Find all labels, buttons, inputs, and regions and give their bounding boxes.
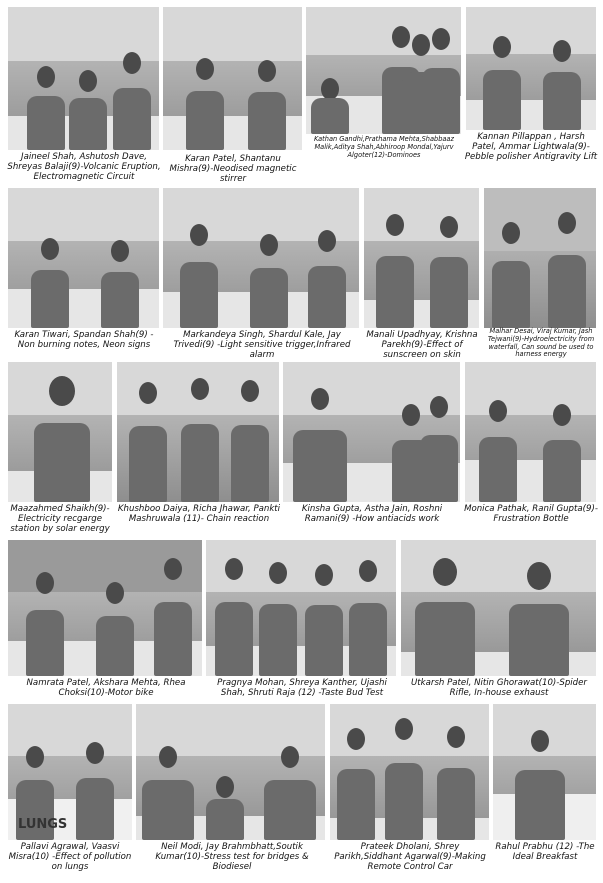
caption-stress-test-bridges: Neil Modi, Jay Brahmbhatt,Soutik Kumar(10)-Stress test for bridges & Biodiesel <box>155 842 309 873</box>
photo-sunscreen <box>364 188 479 328</box>
photo-hydroelectricity <box>484 188 596 328</box>
caption-ideal-breakfast: Rahul Prabhu (12) -The Ideal Breakfast <box>495 842 595 863</box>
photo-pollution-lungs <box>8 704 132 840</box>
photo-motor-bike <box>8 540 202 676</box>
caption-hydroelectricity: Malhar Desai, Viraj Kumar, Jash Tejwani(9)-Hydroelectricity from waterfall, Can sound be used to harness energy <box>487 327 595 359</box>
caption-frustration-bottle: Monica Pathak, Ranil Gupta(9)-Frustration Bottle <box>464 504 598 525</box>
photo-frustration-bottle <box>465 362 596 502</box>
photo-chain-reaction <box>117 362 279 502</box>
photo-magnetic-stirrer <box>163 7 302 150</box>
photo-ideal-breakfast <box>493 704 596 840</box>
caption-volcanic-eruption: Jaineel Shah, Ashutosh Dave, Shreyas Balaji(9)-Volcanic Eruption, Electromagnetic Circuit <box>7 152 161 183</box>
photo-spider-rifle <box>401 540 596 676</box>
caption-pebble-polisher: Kannan Pillappan , Harsh Patel, Ammar Lightwala(9)-Pebble polisher Antigravity Lift <box>464 132 598 163</box>
photo-volcanic-eruption <box>8 7 159 150</box>
photo-taste-bud-test <box>206 540 396 676</box>
caption-taste-bud-test: Pragnya Mohan, Shreya Kanther, Ujashi Shah, Shruti Raja (12) -Taste Bud Test <box>217 678 387 699</box>
caption-dominoes: Kathan Gandhi,Prathama Mehta,Shabbaaz Malik,Aditya Shah,Abhiroop Mondal,Yajurv Algoter(12)-Dominoes <box>314 135 454 159</box>
caption-remote-control-car: Prateek Dholani, Shrey Parikh,Siddhant Agarwal(9)-Making Remote Control Car <box>334 842 486 873</box>
caption-antacids: Kinsha Gupta, Astha Jain, Roshni Ramani(9) -How antiacids work <box>301 504 443 525</box>
photo-stress-test-bridges <box>136 704 325 840</box>
photo-pebble-polisher <box>466 7 596 130</box>
lungs-poster-text: LUNGS <box>18 817 68 832</box>
caption-motor-bike: Namrata Patel, Akshara Mehta, Rhea Choksi(10)-Motor bike <box>26 678 186 699</box>
caption-non-burning-notes: Karan Tiwari, Spandan Shah(9) -Non burning notes, Neon signs <box>14 330 154 351</box>
caption-pollution-lungs: Pallavi Agrawal, Vaasvi Misra(10) -Effect of pollution on lungs <box>8 842 132 873</box>
caption-sunscreen: Manali Upadhyay, Krishna Parekh(9)-Effect of sunscreen on skin <box>366 330 478 361</box>
caption-chain-reaction: Khushboo Daiya, Richa Jhawar, Pankti Mashruwala (11)- Chain reaction <box>117 504 281 525</box>
caption-spider-rifle: Utkarsh Patel, Nitin Ghorawat(10)-Spider Rifle, In-house exhaust <box>411 678 587 699</box>
caption-magnetic-stirrer: Karan Patel, Shantanu Mishra(9)-Neodised magnetic stirrer <box>169 154 297 185</box>
photo-infrared-alarm <box>163 188 359 328</box>
photo-remote-control-car <box>330 704 489 840</box>
caption-infrared-alarm: Markandeya Singh, Shardul Kale, Jay Trivedi(9) -Light sensitive trigger,Infrared alarm <box>173 330 351 361</box>
photo-solar-recharge <box>8 362 112 502</box>
photo-non-burning-notes <box>8 188 159 328</box>
photo-dominoes <box>306 7 461 134</box>
caption-solar-recharge: Maazahmed Shaikh(9)-Electricity recgarge station by solar energy <box>10 504 110 535</box>
photo-antacids <box>283 362 460 502</box>
